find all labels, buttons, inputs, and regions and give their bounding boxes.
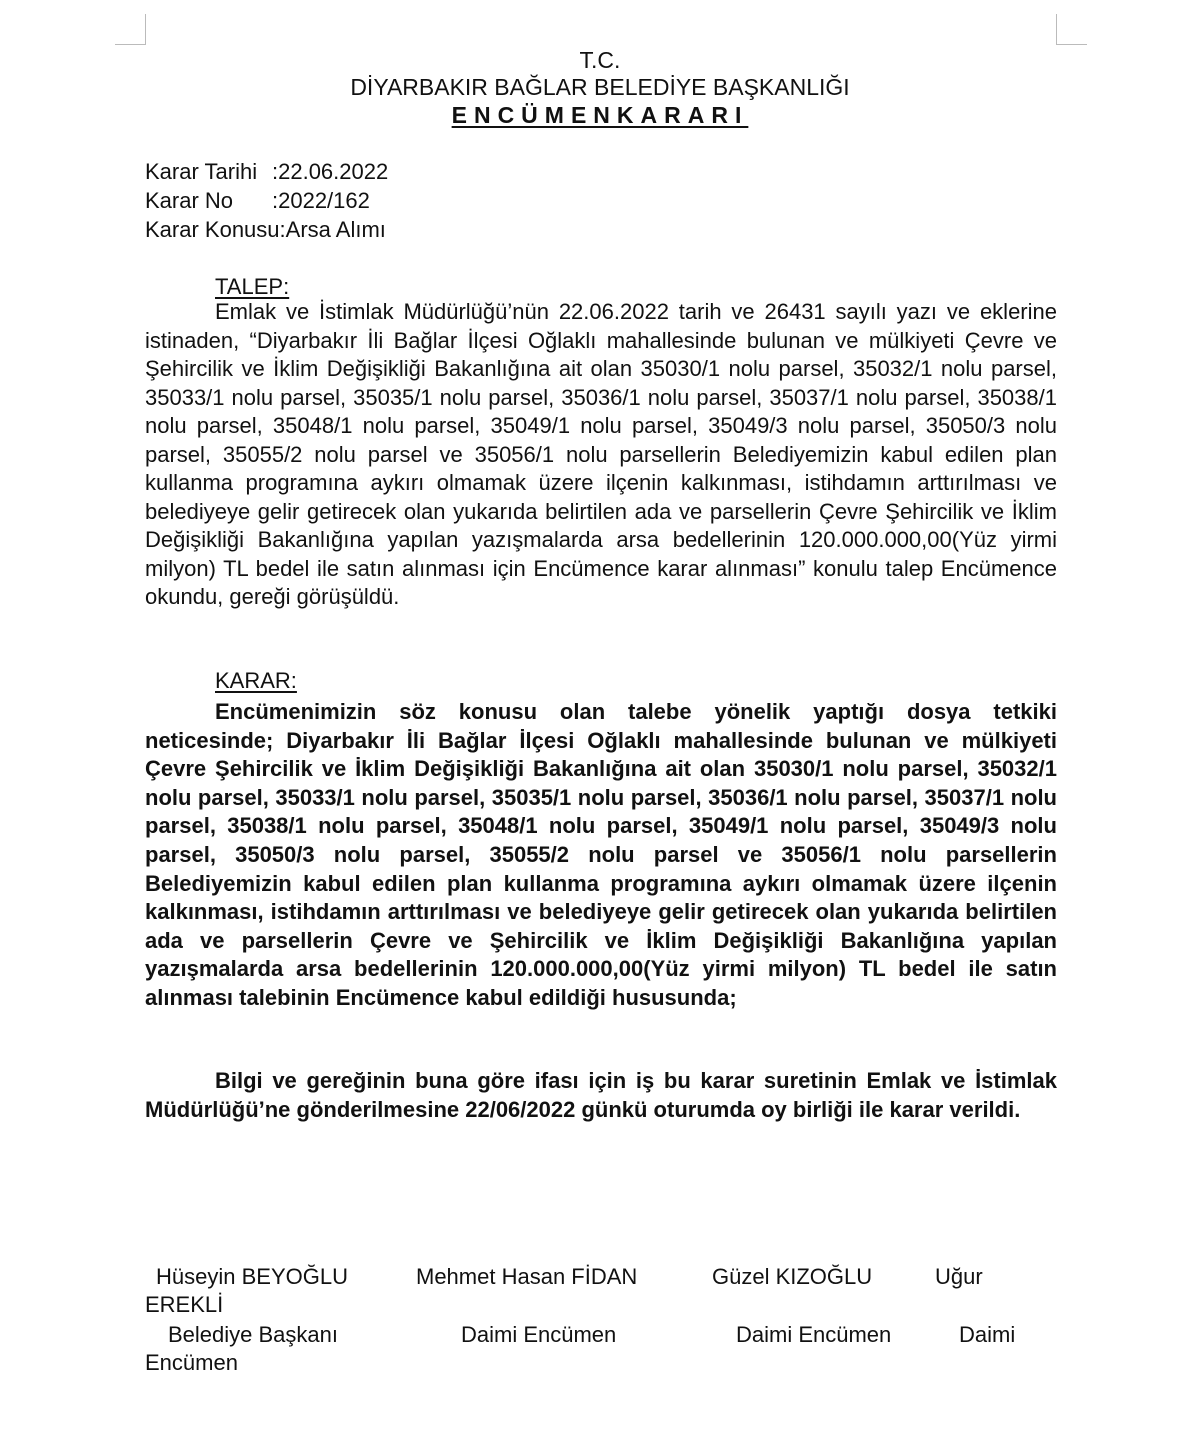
meta-date-row: [145, 157, 388, 186]
talep-heading: TALEP:: [215, 274, 290, 299]
meta-no-value: :2022/162: [272, 188, 370, 213]
header-tc: T.C.: [579, 47, 621, 73]
decision-meta: [145, 157, 388, 244]
karar-heading: KARAR:: [215, 668, 297, 693]
signature-name-2: Mehmet Hasan FİDAN: [416, 1264, 638, 1289]
signature-name-3: Güzel KIZOĞLU: [712, 1264, 873, 1289]
signature-role-2: Daimi Encümen: [461, 1322, 617, 1347]
meta-no-label: Karar No: [145, 188, 234, 213]
karar-final-paragraph: Bilgi ve gereğinin buna göre ifası için iş bu karar suretinin Emlak ve İstimlak Müdürlüğü’ne gönderilmesine 22/06/2022 günkü oturumda oy birliği ile karar verildi.: [145, 1068, 1057, 1122]
karar-body: Encümenimizin söz konusu olan talebe yönelik yaptığı dosya tetkiki neticesinde; Diyarbakır İli Bağlar İlçesi Oğlaklı mahallesinde bulunan ve mülkiyeti Çevre Şehircilik ve İklim Değişikliği Bakanlığına ait olan 35030/1 nolu parsel, 35032/1 nolu parsel, 35033/1 nolu parsel, 35035/1 nolu parsel, 35036/1 nolu parsel, 35037/1 nolu parsel, 35038/1 nolu parsel, 35048/1 nolu parsel, 35049/1 nolu parsel, 35049/3 nolu parsel, 35050/3 nolu parsel, 35055/2 nolu parsel ve 35056/1 nolu parsellerin Belediyemizin kabul edilen plan kullanma programına aykırı olmamak üzere ilçenin kalkınması, istihdamın arttırılması ve belediyeye gelir getirecek olan yukarıda belirtilen ada ve parsellerin Çevre ve Şehircilik ve İklim Değişikliği Bakanlığına yapılan yazışmalarda arsa bedellerinin 120.000.000,00(Yüz yirmi milyon) TL bedel ile satın alınması talebinin Encümence kabul edildiği hususunda;: [145, 699, 1057, 1010]
signature-role-1: Belediye Başkanı: [168, 1322, 338, 1347]
signature-role-3: Daimi Encümen: [736, 1322, 892, 1347]
signature-name-4-first: Uğur: [935, 1264, 983, 1289]
meta-date-value: :22.06.2022: [272, 159, 389, 184]
talep-body: Emlak ve İstimlak Müdürlüğü’nün 22.06.2022 tarih ve 26431 sayılı yazı ve eklerine istinaden, “Diyarbakır İli Bağlar İlçesi Oğlaklı mahallesinde bulunan ve mülkiyeti Çevre ve Şehircilik ve İklim Değişikliği Bakanlığına ait olan 35030/1 nolu parsel, 35032/1 nolu parsel, 35033/1 nolu parsel, 35035/1 nolu parsel, 35036/1 nolu parsel, 35037/1 nolu parsel, 35038/1 nolu parsel, 35048/1 nolu parsel, 35049/1 nolu parsel, 35049/3 nolu parsel, 35050/3 nolu parsel, 35055/2 nolu parsel ve 35056/1 nolu parsellerin Belediyemizin kabul edilen plan kullanma programına aykırı olmamak üzere ilçenin kalkınması, istihdamın arttırılması ve belediyeye gelir getirecek olan yukarıda belirtilen ada ve parsellerin Çevre Şehircilik ve İklim Değişikliği Bakanlığına yapılan yazışmalarda arsa bedellerinin 120.000.000,00(Yüz yirmi milyon) TL bedel ile satın alınması için Encümence karar alınması” konulu talep Encümence okundu, gereği görüşüldü.: [145, 299, 1057, 609]
signature-role-4-last: Encümen: [145, 1350, 238, 1375]
page-corner-mark-top-right: [1056, 14, 1087, 45]
meta-date-label: Karar Tarihi: [145, 159, 258, 184]
header-institution: DİYARBAKIR BAĞLAR BELEDİYE BAŞKANLIĞI: [350, 74, 850, 100]
signature-name-1: Hüseyin BEYOĞLU: [156, 1264, 348, 1289]
document-title: ENCÜMENKARARI: [451, 102, 749, 128]
signature-role-4-first: Daimi: [959, 1322, 1016, 1347]
meta-no-row: [145, 186, 388, 215]
signature-name-4-last: EREKLİ: [145, 1292, 224, 1317]
page-corner-mark-top-left: [115, 14, 146, 45]
meta-subject-value: :Arsa Alımı: [279, 217, 386, 242]
meta-subject-row: [145, 215, 388, 244]
meta-subject-label: Karar Konusu: [145, 217, 280, 242]
